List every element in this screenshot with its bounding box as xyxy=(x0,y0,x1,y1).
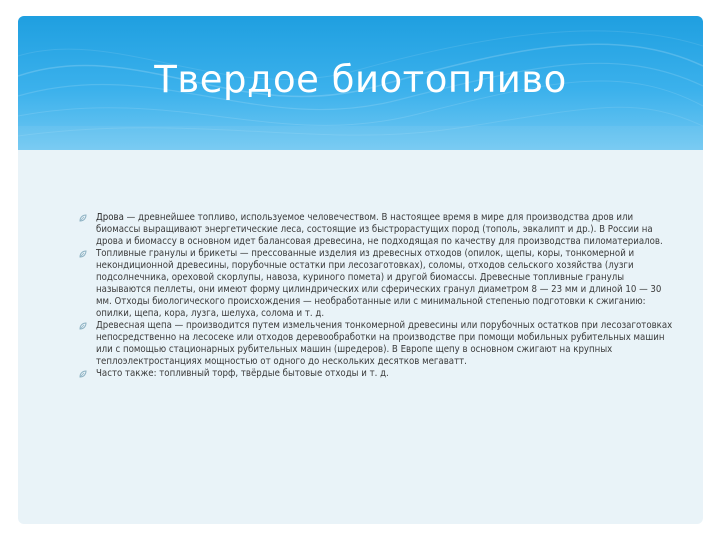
leaf-bullet-icon xyxy=(78,369,88,379)
content-list xyxy=(78,212,678,380)
item-text: Топливные гранулы и брикеты — прессованные изделия из древесных отходов (опилок, щепы, коры, тонкомерной и некондиционной древесины, порубочные остатки при лесозаготовках), соломы, отходов сельского хозяйства (лузги подсолнечника, ореховой скорлупы, навоза, куриного помета) и другой биомассы. Древесные топливные гранулы называются пеллеты, они имеют форму цилиндрических или сферических гранул диаметром 8 — 23 мм и длиной 10 — 30 мм. Отходы биологического происхождения — необработанные или с минимальной степенью подготовки к сжиганию: опилки, щепа, кора, лузга, шелуха, солома и т. д. xyxy=(96,248,662,319)
slide-header xyxy=(18,16,703,150)
item-text: — древнейшее топливо, используемое человечеством. В настоящее время в мире для производства дров или биомассы выращивают энергетические леса, состоящие из быстрорастущих пород (тополь, эвкалипт и др.). В России на дрова и биомассу в основном идет балансовая древесина, не подходящая по качеству для производства пиломатериалов. xyxy=(96,212,663,247)
item-term: Дрова xyxy=(96,212,124,223)
list-item xyxy=(78,212,678,248)
leaf-bullet-icon xyxy=(78,321,88,331)
leaf-bullet-icon xyxy=(78,213,88,223)
list-item xyxy=(78,248,678,320)
item-text: Древесная щепа — производится путем измельчения тонкомерной древесины или порубочных остатков при лесозаготовках непосредственно на лесосеке или отходов деревообработки на производстве при помощи мобильных рубительных машин или с помощью стационарных рубительных машин (шредеров). В Европе щепу в основном сжигают на крупных теплоэлектростанциях мощностью от одного до нескольких десятков мегаватт. xyxy=(96,320,673,367)
leaf-bullet-icon xyxy=(78,249,88,259)
list-item xyxy=(78,368,678,380)
slide xyxy=(18,16,703,524)
slide-title: Твердое биотопливо xyxy=(154,58,567,101)
list-item xyxy=(78,320,678,368)
item-text: Часто также: топливный торф, твёрдые бытовые отходы и т. д. xyxy=(96,368,389,379)
